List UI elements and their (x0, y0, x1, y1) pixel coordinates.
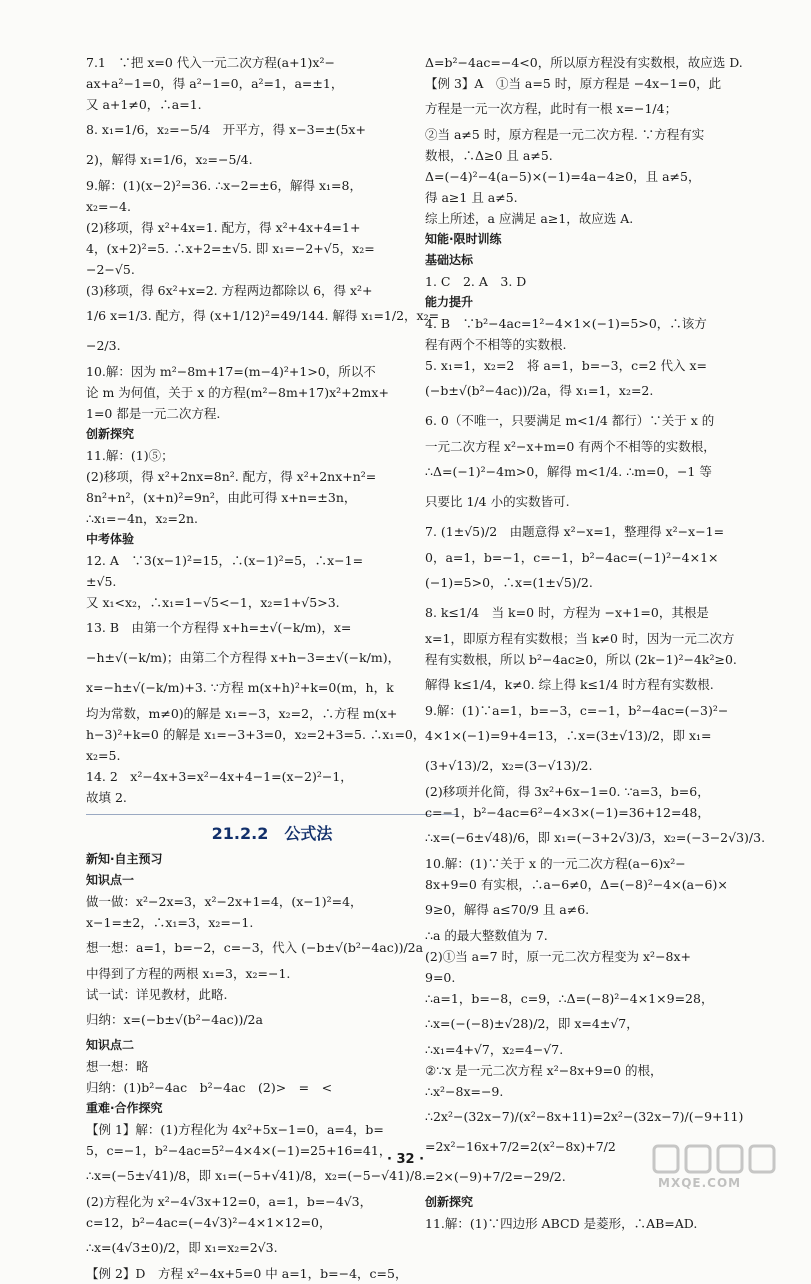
text-line: 10.解：(1)∵关于 x 的一元二次方程(a−6)x²− (425, 856, 686, 871)
subheading: 知识点一 (86, 873, 135, 887)
text-line: ∴x=(4√3±0)/2，即 x₁=x₂=2√3. (86, 1240, 278, 1255)
text-line: x−1=±2，∴x₁=3，x₂=−1. (86, 915, 254, 930)
text-line: (2)移项并化简，得 3x²+6x−1=0. ∵a=3，b=6， (425, 784, 710, 799)
text-line: 又 a+1≠0，∴a=1. (86, 97, 202, 112)
text-line: 6. 0（不唯一，只要满足 m<1/4 都行）∵关于 x 的 (425, 413, 715, 428)
text-line: (2)移项，得 x²+4x=1. 配方，得 x²+4x+4=1+ (86, 220, 361, 235)
text-line: 试一试：详见教材，此略. (86, 987, 228, 1002)
text-line: 故填 2. (86, 790, 127, 805)
text-line: −2/3. (86, 338, 121, 353)
text-line: ②∵x 是一元二次方程 x²−8x+9=0 的根， (425, 1063, 663, 1078)
text-line: 做一做：x²−2x=3，x²−2x+1=4，(x−1)²=4， (86, 894, 363, 909)
section-rule (86, 814, 458, 815)
text-line: 【例 2】D 方程 x²−4x+5=0 中 a=1，b=−4，c=5， (86, 1266, 408, 1281)
text-line: (3+√13)/2，x₂=(3−√13)/2. (425, 758, 593, 773)
subheading: 重难·合作探究 (86, 1101, 163, 1115)
subheading: 中考体验 (86, 532, 135, 546)
text-line: ∴a 的最大整数值为 7. (425, 928, 548, 943)
text-line: (2)移项，得 x²+2nx=8n². 配方，得 x²+2nx+n²= (86, 469, 377, 484)
text-line: 1=0 都是一元二次方程. (86, 406, 221, 421)
text-line: x₂=−4. (86, 199, 131, 214)
text-line: 综上所述，a 应满足 a≥1，故应选 A. (425, 211, 634, 226)
text-line: 5. x₁=1，x₂=2 将 a=1，b=−3，c=2 代入 x= (425, 358, 708, 373)
text-line: Δ=(−4)²−4(a−5)×(−1)=4a−4≥0，且 a≠5， (425, 169, 701, 184)
text-line: −2−√5. (86, 262, 135, 277)
text-line: ∴x²−8x=−9. (425, 1084, 504, 1099)
text-line: 8. k≤1/4 当 k=0 时，方程为 −x+1=0，其根是 (425, 605, 709, 620)
text-line: x₂=5. (86, 748, 121, 763)
text-line: =2x²−16x+7/2=2(x²−8x)+7/2 (425, 1139, 616, 1154)
text-line: 1. C 2. A 3. D (425, 274, 527, 289)
left-column (86, 52, 458, 1284)
text-line: ax+a²−1=0，得 a²−1=0，a²=1，a=±1， (86, 76, 344, 91)
subheading: 基础达标 (425, 253, 474, 267)
text-line: 【例 3】A ①当 a=5 时，原方程是 −4x−1=0，此 (425, 76, 722, 91)
text-line: (2)方程化为 x²−4√3x+12=0，a=1，b=−4√3， (86, 1194, 373, 1209)
text-line: ∴2x²−(32x−7)/(x²−8x+11)=2x²−(32x−7)/(−9+11) (425, 1109, 744, 1124)
text-line: ∴x=(−(−8)±√28)/2，即 x=4±√7， (425, 1016, 639, 1031)
text-line: 归纳：(1)b²−4ac b²−4ac (2)> = < (86, 1080, 333, 1095)
section-title: 21.2.2 公式法 (211, 824, 333, 843)
text-line: 4. B ∵b²−4ac=1²−4×1×(−1)=5>0，∴该方 (425, 316, 707, 331)
text-line: 14. 2 x²−4x+3=x²−4x+4−1=(x−2)²−1， (86, 769, 353, 784)
text-line: ②当 a≠5 时，原方程是一元二次方程. ∵方程有实 (425, 127, 705, 142)
text-line: =2×(−9)+7/2=−29/2. (425, 1169, 566, 1184)
text-line: 方程是一元一次方程，此时有一根 x=−1/4； (425, 101, 678, 116)
text-line: 中得到了方程的两根 x₁=3，x₂=−1. (86, 966, 291, 981)
text-line: 归纳：x=(−b±√(b²−4ac))/2a (86, 1012, 263, 1027)
subheading: 能力提升 (425, 295, 474, 309)
text-line: (2)①当 a=7 时，原一元二次方程变为 x²−8x+ (425, 949, 692, 964)
text-line: ∴Δ=(−1)²−4m>0，解得 m<1/4. ∴m=0，−1 等 (425, 464, 712, 479)
text-line: 7.1 ∵把 x=0 代入一元二次方程(a+1)x²− (86, 55, 335, 70)
text-line: 13. B 由第一个方程得 x+h=±√(−k/m)，x= (86, 620, 352, 635)
text-line: 4，(x+2)²=5. ∴x+2=±√5. 即 x₁=−2+√5，x₂= (86, 241, 375, 256)
text-line: 【例 1】解：(1)方程化为 4x²+5x−1=0，a=4，b= (86, 1122, 384, 1137)
text-line: −h±√(−k/m)；由第二个方程得 x+h−3=±√(−k/m)， (86, 650, 401, 665)
text-line: 想一想：略 (86, 1059, 149, 1074)
text-line: 10.解：因为 m²−8m+17=(m−4)²+1>0，所以不 (86, 364, 376, 379)
text-line: (3)移项，得 6x²+x=2. 方程两边都除以 6，得 x²+ (86, 283, 373, 298)
page-number: · 32 · (386, 1152, 425, 1167)
text-line: 想一想：a=1，b=−2，c=−3，代入 (−b±√(b²−4ac))/2a (86, 940, 424, 955)
text-line: ∴a=1，b=−8，c=9，∴Δ=(−8)²−4×1×9=28， (425, 991, 714, 1006)
text-line: ∴x=(−6±√48)/6，即 x₁=(−3+2√3)/3，x₂=(−3−2√3)/3. (425, 830, 766, 845)
subheading: 创新探究 (86, 427, 135, 441)
subheading: 创新探究 (425, 1195, 474, 1209)
text-line: ∴x=(−5±√41)/8，即 x₁=(−5+√41)/8，x₂=(−5−√41)/8. (86, 1168, 427, 1183)
text-line: 8. x₁=1/6，x₂=−5/4 开平方，得 x−3=±(5x+ (86, 122, 366, 137)
text-line: 均为常数，m≠0)的解是 x₁=−3，x₂=2，∴方程 m(x+ (86, 706, 398, 721)
text-line: 4×1×(−1)=9+4=13，∴x=(3±√13)/2，即 x₁= (425, 728, 712, 743)
text-line: 9.解：(1)(x−2)²=36. ∴x−2=±6，解得 x₁=8， (86, 178, 362, 193)
text-line: ∴x₁=−4n，x₂=2n. (86, 511, 198, 526)
text-line: 7. (1±√5)/2 由题意得 x²−x=1，整理得 x²−x−1= (425, 524, 725, 539)
subheading: 知能·限时训练 (425, 232, 502, 246)
watermark-text: MXQE.COM (658, 1176, 742, 1190)
text-line: h−3)²+k=0 的解是 x₁=−3+3=0，x₂=2+3=5. ∴x₁=0， (86, 727, 426, 742)
text-line: Δ=b²−4ac=−4<0，所以原方程没有实数根，故应选 D. (425, 55, 743, 70)
text-line: 8n²+n²，(x+n)²=9n²，由此可得 x+n=±3n， (86, 490, 357, 505)
text-line: 1/6 x=1/3. 配方，得 (x+1/12)²=49/144. 解得 x₁=1/2，x₂= (86, 308, 440, 323)
watermark-logo (648, 1142, 798, 1194)
text-line: x=−h±√(−k/m)+3. ∵方程 m(x+h)²+k=0(m，h，k (86, 680, 394, 695)
text-line: 11.解：(1)⑤； (86, 448, 174, 463)
text-line: 9.解：(1)∵a=1，b=−3，c=−1，b²−4ac=(−3)²− (425, 703, 729, 718)
text-line: 只要比 1/4 小的实数皆可. (425, 494, 570, 509)
text-line: 11.解：(1)∵四边形 ABCD 是菱形，∴AB=AD. (425, 1216, 698, 1231)
text-line: 8x+9=0 有实根，∴a−6≠0，Δ=(−8)²−4×(a−6)× (425, 877, 728, 892)
text-line: 程有两个不相等的实数根. (425, 337, 567, 352)
text-line: 9=0. (425, 970, 456, 985)
text-line: ±√5. (86, 574, 117, 589)
text-line: 0，a=1，b=−1，c=−1，b²−4ac=(−1)²−4×1× (425, 550, 719, 565)
text-line: 2)，解得 x₁=1/6，x₂=−5/4. (86, 152, 253, 167)
text-line: c=12，b²−4ac=(−4√3)²−4×1×12=0， (86, 1215, 332, 1230)
text-line: x=1，即原方程有实数根；当 k≠0 时，因为一元二次方 (425, 631, 735, 646)
text-line: 数根，∴Δ≥0 且 a≠5. (425, 148, 553, 163)
subheading: 新知·自主预习 (86, 852, 163, 866)
text-line: 得 a≥1 且 a≠5. (425, 190, 518, 205)
text-line: 一元二次方程 x²−x+m=0 有两个不相等的实数根， (425, 439, 716, 454)
right-column (425, 52, 797, 1234)
text-line: 解得 k≤1/4，k≠0. 综上得 k≤1/4 时方程有实数根. (425, 677, 714, 692)
text-line: 程有实数根，所以 b²−4ac≥0，所以 (2k−1)²−4k²≥0. (425, 652, 737, 667)
text-line: (−b±√(b²−4ac))/2a，得 x₁=1，x₂=2. (425, 383, 654, 398)
text-line: 5，c=−1，b²−4ac=5²−4×4×(−1)=25+16=41， (86, 1143, 392, 1158)
text-line: ∴x₁=4+√7，x₂=4−√7. (425, 1042, 564, 1057)
text-line: 论 m 为何值，关于 x 的方程(m²−8m+17)x²+2mx+ (86, 385, 389, 400)
text-line: (−1)=5>0，∴x=(1±√5)/2. (425, 575, 593, 590)
text-line: 又 x₁<x₂，∴x₁=1−√5<−1，x₂=1+√5>3. (86, 595, 340, 610)
text-line: 12. A ∵3(x−1)²=15，∴(x−1)²=5，∴x−1= (86, 553, 364, 568)
subheading: 知识点二 (86, 1038, 135, 1052)
text-line: 9≥0，解得 a≤70/9 且 a≠6. (425, 902, 590, 917)
text-line: c=−1，b²−4ac=6²−4×3×(−1)=36+12=48， (425, 805, 710, 820)
